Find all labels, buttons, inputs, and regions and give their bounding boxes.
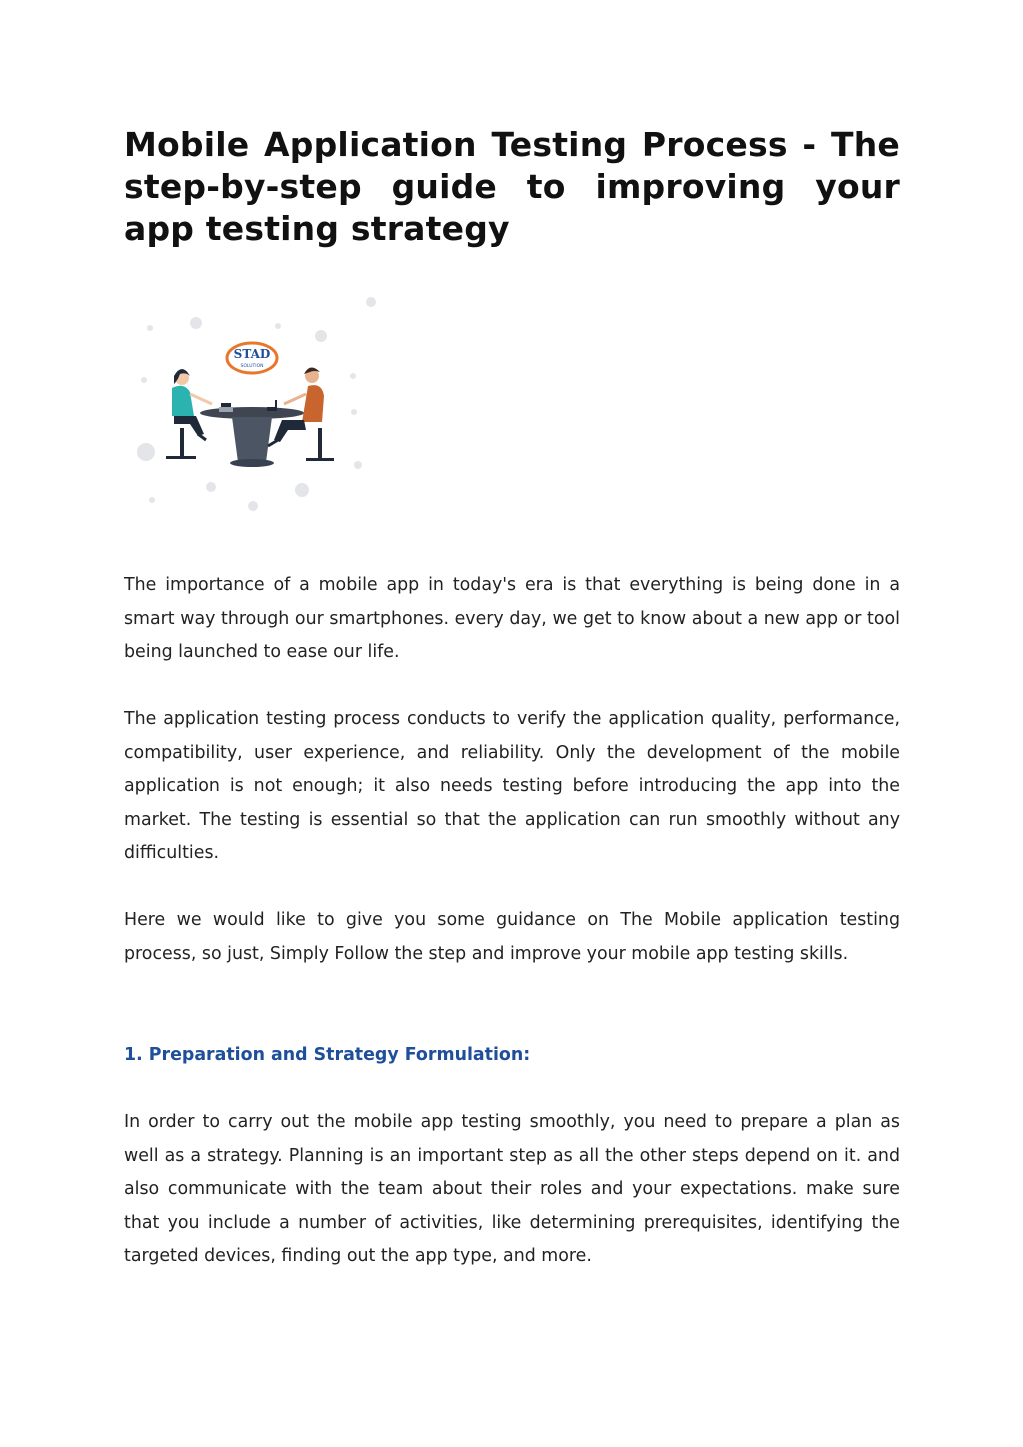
stad-logo (227, 343, 277, 373)
section-paragraph: In order to carry out the mobile app testing smoothly, you need to prepare a plan as well as a strategy. Planning is an important step as all the other steps depend on it. and also communicate with the team about their roles and your expectations. make sure that you include a number of activities, like determining prerequisites, identifying the targeted devices, finding out the app type, and more. (124, 1112, 900, 1267)
page-title: Mobile Application Testing Process - The step-by-step guide to improving your app testing strategy (124, 125, 900, 248)
team-meeting-illustration (128, 290, 388, 520)
testing-process-paragraph: The application testing process conducts to verify the application quality, performance, compatibility, user experience, and reliability. Only the development of the mobile application is not enough; it also needs testing before introducing the app into the market. The testing is essential so that the application can run smoothly without any difficulties. (124, 709, 900, 864)
svg-text:SOLUTION: SOLUTION (240, 364, 264, 369)
section-heading: 1. Preparation and Strategy Formulation: (124, 1045, 531, 1065)
svg-text:STAD: STAD (233, 347, 271, 361)
meeting-table (200, 400, 304, 467)
intro-paragraph: The importance of a mobile app in today's era is that everything is being done in a smart way through our smartphones. every day, we get to know about a new app or tool being launched to ease our life. (124, 575, 900, 663)
guidance-paragraph: Here we would like to give you some guidance on The Mobile application testing process, so just, Simply Follow the step and improve your mobile app testing skills. (124, 910, 900, 964)
